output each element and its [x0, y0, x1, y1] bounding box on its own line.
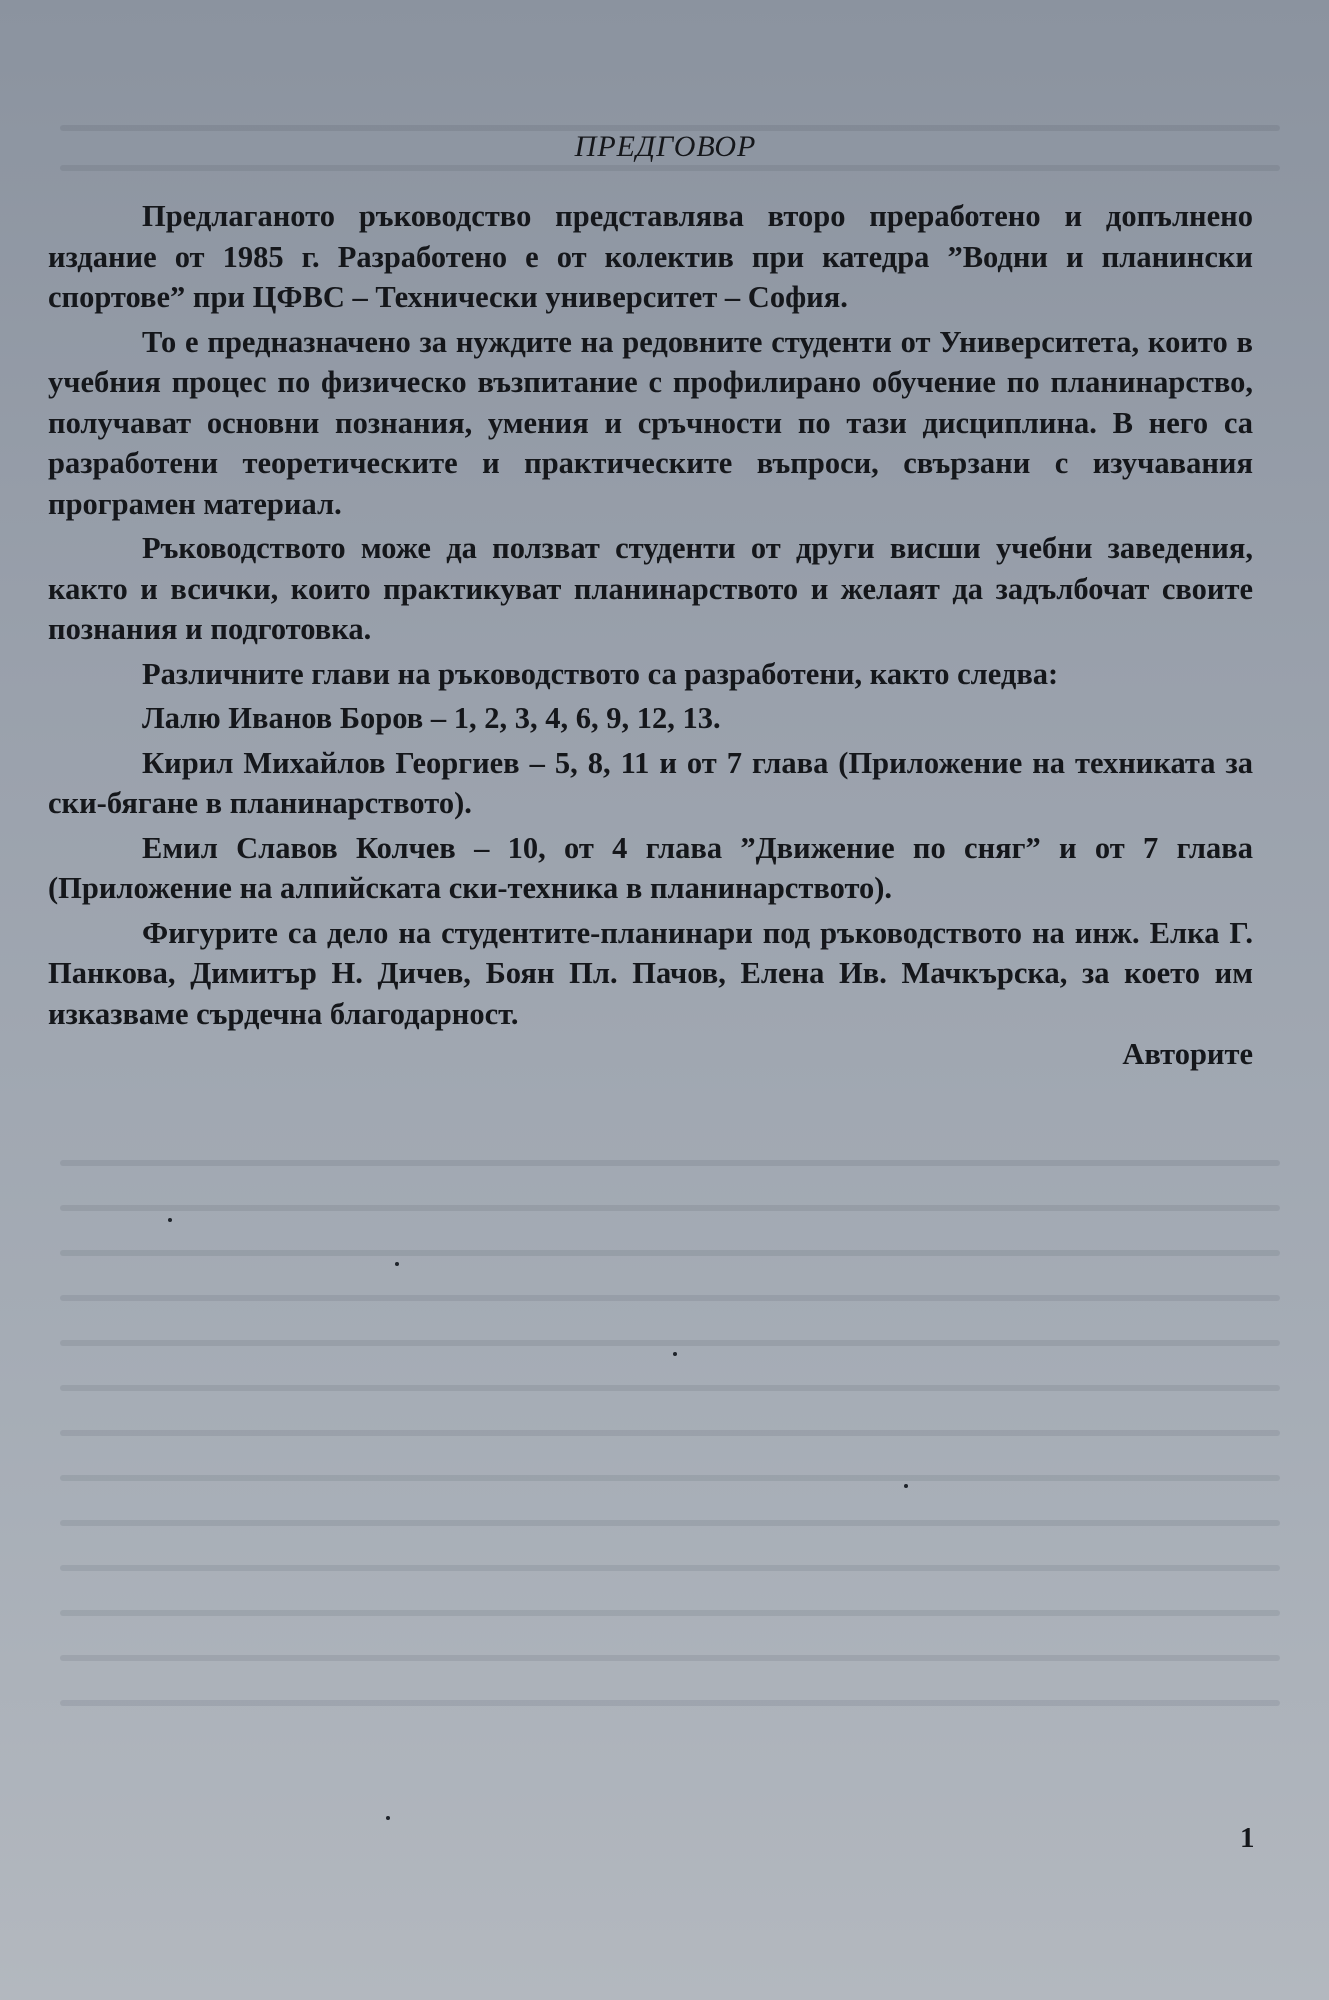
bleed-through-line: [60, 1430, 1280, 1436]
bleed-through-line: [60, 1160, 1280, 1166]
bleed-through-line: [60, 1250, 1280, 1256]
page-title: ПРЕДГОВОР: [574, 130, 757, 163]
preface-text: [48, 110, 1253, 1074]
bleed-through-line: [60, 1520, 1280, 1526]
paper-speck: [904, 1484, 908, 1488]
paper-speck: [673, 1352, 677, 1356]
bleed-through-line: [60, 1700, 1280, 1706]
paragraph: Предлаганото ръководство представлява второ преработено и допълнено издание от 1985 г. Разработено е от колектив при катедра ”Водни и планински спортове” при ЦФВС – Технически университет – София.: [48, 199, 1253, 314]
bleed-through-line: [60, 1475, 1280, 1481]
paragraph: То е предназначено за нуждите на редовните студенти от Университета, които в учебния процес по физическо възпитание с профилирано обучение по планинарство, получават основни познания, умения и сръчности по тази дисциплина. В него са разработени теоретическите и практическите въпроси, свързани с изучавания програмен материал.: [48, 324, 1253, 521]
bleed-through-line: [60, 1610, 1280, 1616]
paragraph: Различните глави на ръководството са разработени, както следва:: [142, 656, 1059, 691]
paragraph: Фигурите са дело на студентите-планинари под ръководството на инж. Елка Г. Панкова, Димитър Н. Дичев, Боян Пл. Пачов, Елена Ив. Мачкърска, за което им изказваме сърдечна благодарност.: [48, 915, 1253, 1031]
bleed-through-line: [60, 1205, 1280, 1211]
paragraph: Лалю Иванов Боров – 1, 2, 3, 4, 6, 9, 12, 13.: [142, 701, 721, 735]
paragraph: Ръководството може да ползват студенти от други висши учебни заведения, както и всички, които практикуват планинарството и желаят да задълбочат своите познания и подготовка.: [48, 531, 1253, 646]
bleed-through-line: [60, 1385, 1280, 1391]
page-number: 1: [1240, 1822, 1255, 1854]
bleed-through-line: [60, 1340, 1280, 1346]
signature: Авторите: [1122, 1037, 1253, 1071]
paragraph: Емил Славов Колчев – 10, от 4 глава ”Движение по сняг” и от 7 глава (Приложение на алпийската ски-техника в планинарството).: [48, 830, 1253, 905]
paper-speck: [168, 1218, 172, 1222]
paper-speck: [386, 1816, 390, 1820]
paper-speck: [395, 1262, 399, 1266]
bleed-through-line: [60, 1295, 1280, 1301]
bleed-through-line: [60, 1565, 1280, 1571]
bleed-through-line: [60, 1655, 1280, 1661]
paragraph: Кирил Михайлов Георгиев – 5, 8, 11 и от 7 глава (Приложение на техниката за ски-бягане в планинарството).: [48, 745, 1253, 820]
